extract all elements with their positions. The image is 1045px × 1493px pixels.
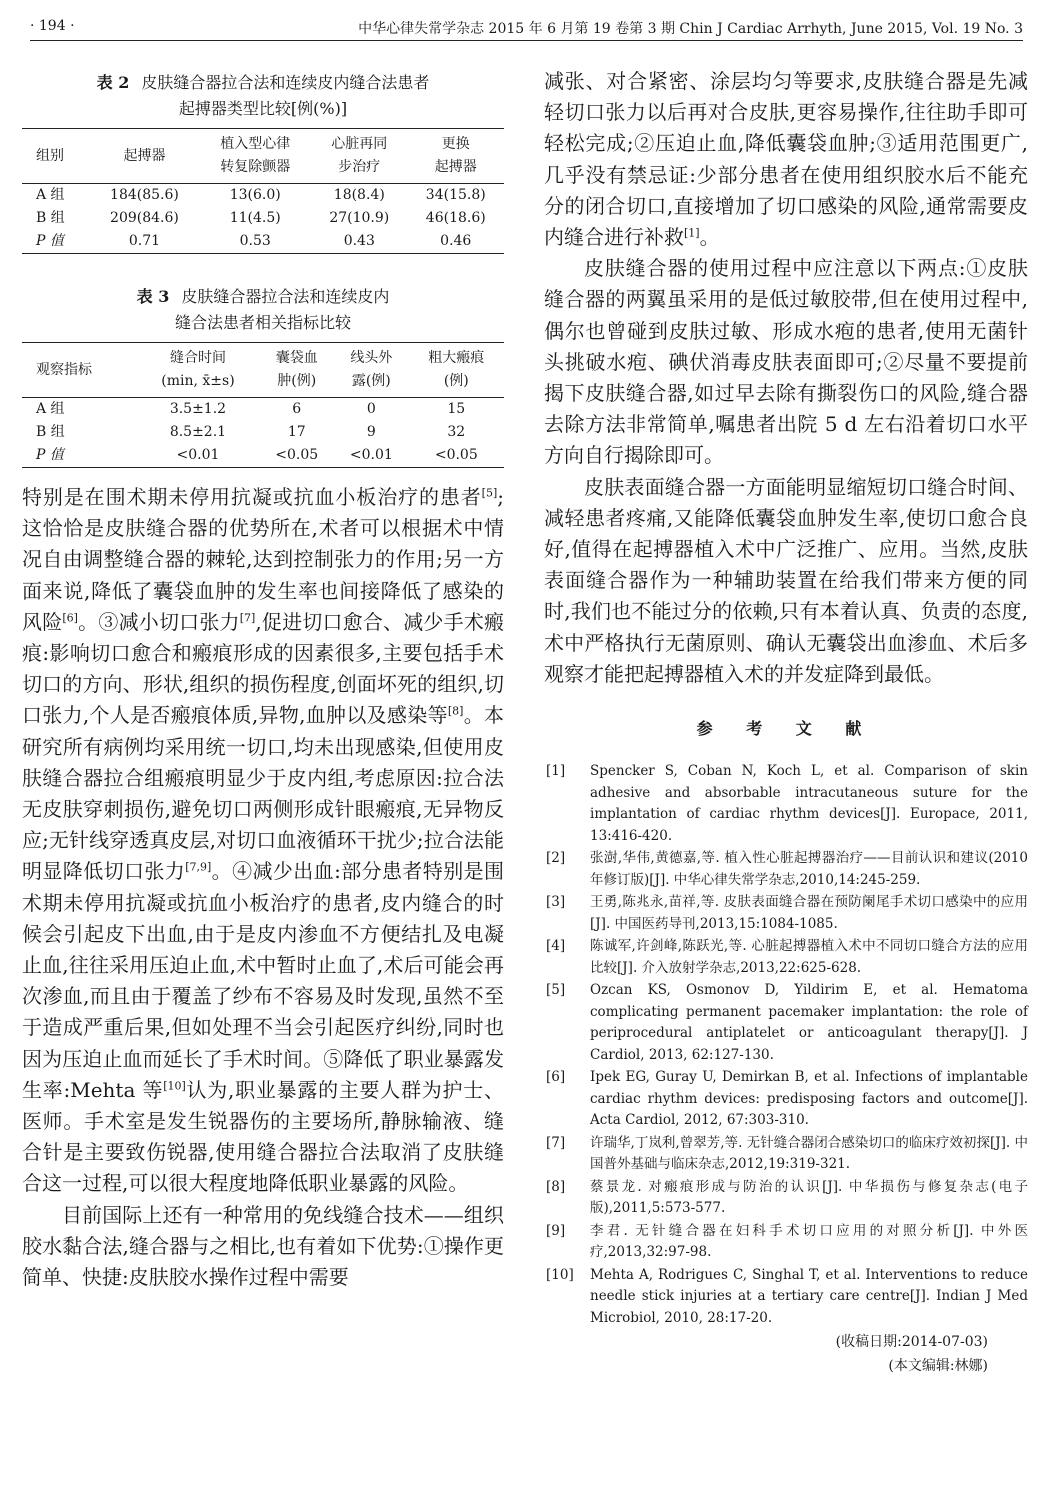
page-number: · 194 · bbox=[30, 18, 75, 34]
reference-item: [7] 许瑞华,丁岚利,曾翠芳,等. 无针缝合器闭合感染切口的临床疗效初探[J]. 中国普外基础与临床杂志,2012,19:319-321. bbox=[546, 1134, 1028, 1173]
table-3-caption bbox=[22, 284, 504, 336]
table-row: P 值 <0.01 <0.05 <0.01 <0.05 bbox=[22, 444, 504, 468]
editor-note: (本文编辑:林娜) bbox=[888, 1358, 988, 1375]
table-3-header-suture-time: 缝合时间 (min, x̄±s) bbox=[136, 343, 259, 398]
reference-item: [9] 李君. 无针缝合器在妇科手术切口应用的对照分析[J]. 中外医疗,2013,32:97-98. bbox=[546, 1222, 1028, 1261]
citation: [1] bbox=[684, 226, 700, 240]
table-2-caption bbox=[22, 70, 504, 122]
table-2-header-pacemaker: 起搏器 bbox=[90, 129, 200, 184]
citation: [5] bbox=[481, 486, 498, 500]
body-paragraph-continued: 特别是在围术期未停用抗凝或抗血小板治疗的患者[5];这恰恰是皮肤缝合器的优势所在,术者可以根据术中情况自由调整缝合器的棘轮,达到控制张力的作用;另一方面来说,降低了囊袋血肿的发生率也间接降低了感染的风险[6]。③减小切口张力[7],促进切口愈合、减少手术瘢痕:影响切口愈合和瘢痕形成的因素很多,主要包括手术切口的方向、形状,组织的损伤程度,创面坏死的组织,切口张力,个人是否瘢痕体质,异物,血肿以及感染等[8]。本研究所有病例均采用统一切口,均未出现感染,但使用皮肤缝合器拉合组瘢痕明显少于皮内组,考虑原因:拉合法无皮肤穿刺损伤,避免切口两侧形成针眼瘢痕,无异物反应;无针线穿透真皮层,对切口血液循环干扰少;拉合法能明显降低切口张力[7,9]。④减少出血:部分患者特别是围术期未停用抗凝或抗血小板治疗的患者,皮内缝合的时候会引起皮下出血,由于是皮内渗血不方便结扎及电凝止血,往往采用压迫止血,术中暂时止血了,术后可能会再次渗血,而且由于覆盖了纱布不容易及时发现,虽然不至于造成严重后果,但如处理不当会引起医疗纠纷,同时也因为压迫止血而延长了手术时间。⑤降低了职业暴露发生率:Mehta 等[10]认为,职业暴露的主要人群为护士、医师。手术室是发生锐器伤的主要场所,静脉输液、缝合针是主要致伤锐器,使用缝合器拉合法取消了皮肤缝合这一过程,可以很大程度地降低职业暴露的风险。 bbox=[22, 485, 505, 1196]
citation: [10] bbox=[163, 1079, 186, 1093]
received-date: (收稿日期:2014-07-03) bbox=[835, 1334, 988, 1351]
table-row: P 值 0.71 0.53 0.43 0.46 bbox=[22, 230, 504, 254]
body-paragraph-continued: 减张、对合紧密、涂层均匀等要求,皮肤缝合器是先减轻切口张力以后再对合皮肤,更容易操作,往往助手即可轻松完成;②压迫止血,降低囊袋血肿;③适用范围更广,几乎没有禁忌证:少部分患者在使用组织胶水后不能充分的闭合切口,直接增加了切口感染的风险,通常需要皮内缝合进行补救[1]。 bbox=[544, 69, 1028, 250]
table-3-title-line2: 缝合法患者相关指标比较 bbox=[174, 313, 351, 332]
reference-item: [5] Ozcan KS, Osmonov D, Yildirim E, et al. Hematoma complicating permanent pacemaker implantation: the role of periprocedural antiplatelet or anticoagulant therapy[J]. J Cardiol, 2013, 62:127-130. bbox=[546, 982, 1028, 1063]
citation: [7,9] bbox=[185, 860, 212, 874]
table-row: A 组 184(85.6) 13(6.0) 18(8.4) 34(15.8) bbox=[36, 187, 486, 203]
right-column bbox=[544, 66, 1028, 1377]
reference-item: [3] 王勇,陈兆永,苗祥,等. 皮肤表面缝合器在预防阑尾手术切口感染中的应用[J]. 中国医药导刊,2013,15:1084-1085. bbox=[546, 894, 1028, 932]
table-3-header-thread: 线头外 露(例) bbox=[334, 343, 409, 398]
citation: [7] bbox=[239, 611, 256, 625]
table-2-header-replace: 更换 起搏器 bbox=[408, 129, 504, 184]
table-3 bbox=[22, 284, 504, 468]
table-2-header-group: 组别 bbox=[22, 129, 90, 184]
references-list bbox=[544, 761, 1028, 1329]
body-paragraph: 皮肤表面缝合器一方面能明显缩短切口缝合时间、减轻患者疼痛,又能降低囊袋血肿发生率,使切口愈合良好,值得在起搏器植入术中广泛推广、应用。当然,皮肤表面缝合器作为一种辅助装置在给我们带来方便的同时,我们也不能过分的依赖,只有本着认真、负责的态度,术中严格执行无菌原则、确认无囊袋出血渗血、术后多观察才能把起搏器植入术的并发症降到最低。 bbox=[544, 474, 1028, 686]
table-row: B 组 209(84.6) 11(4.5) 27(10.9) 46(18.6) bbox=[36, 210, 486, 226]
citation: [8] bbox=[447, 704, 464, 718]
table-2-header-crt: 心脏再同 步治疗 bbox=[311, 129, 407, 184]
table-row: A 组 3.5±1.2 6 0 15 bbox=[36, 401, 466, 417]
running-header bbox=[30, 16, 1023, 41]
table-2-label: 表 2 bbox=[96, 73, 130, 92]
table-2-title-line2: 起搏器类型比较[例(%)] bbox=[178, 99, 348, 118]
journal-citation: 中华心律失常学杂志 2015 年 6 月第 19 卷第 3 期 Chin J Cardiac Arrhyth, June 2015, Vol. 19 No. 3 bbox=[358, 21, 1023, 37]
reference-item: [10] Mehta A, Rodrigues C, Singhal T, et al. Interventions to reduce needle stick injuries at a tertiary care centre[J]. Indian J Med Microbiol, 2010, 28:17-20. bbox=[546, 1266, 1028, 1326]
body-paragraph: 皮肤缝合器的使用过程中应注意以下两点:①皮肤缝合器的两翼虽采用的是低过敏胶带,但在使用过程中,偶尔也曾碰到皮肤过敏、形成水疱的患者,使用无菌针头挑破水疱、碘伏消毒皮肤表面即可;②尽量不要提前揭下皮肤缝合器,如过早去除有撕裂伤口的风险,缝合器去除方法非常简单,嘱患者出院 5 d 左右沿着切口水平方向自行揭除即可。 bbox=[544, 256, 1028, 468]
table-3-grid bbox=[22, 342, 504, 468]
citation: [6] bbox=[62, 611, 78, 625]
table-2-title-line1: 皮肤缝合器拉合法和连续皮内缝合法患者 bbox=[141, 73, 430, 92]
reference-item: [8] 蔡景龙. 对瘢痕形成与防治的认识[J]. 中华损伤与修复杂志(电子版),2011,5:573-577. bbox=[546, 1178, 1028, 1217]
reference-item: [6] Ipek EG, Guray U, Demirkan B, et al. Infections of implantable cardiac rhythm devices: predisposing factors and outcome[J]. Acta Cardiol, 2012, 67:303-310. bbox=[546, 1069, 1028, 1129]
table-2 bbox=[22, 70, 504, 254]
reference-item: [2] 张澍,华伟,黄德嘉,等. 植入性心脏起搏器治疗——目前认识和建议(2010 年修订版)[J]. 中华心律失常学杂志,2010,14:245-259. bbox=[546, 850, 1028, 888]
table-3-label: 表 3 bbox=[136, 287, 170, 306]
references-heading: 参 考 文 献 bbox=[696, 719, 876, 739]
table-row: B 组 8.5±2.1 17 9 32 bbox=[36, 424, 466, 440]
table-2-grid bbox=[22, 128, 504, 254]
table-3-header-scar: 粗大瘢痕 (例) bbox=[409, 343, 504, 398]
table-3-header-index: 观察指标 bbox=[22, 343, 136, 398]
table-3-title-line1: 皮肤缝合器拉合法和连续皮内 bbox=[181, 287, 390, 306]
left-column bbox=[22, 66, 504, 1293]
body-paragraph: 目前国际上还有一种常用的免线缝合技术——组织胶水黏合法,缝合器与之相比,也有着如下优势:①操作更简单、快捷:皮肤胶水操作过程中需要 bbox=[22, 1202, 504, 1290]
table-2-header-icd: 植入型心律 转复除颤器 bbox=[199, 129, 311, 184]
reference-item: [4] 陈诚军,许剑峰,陈跃光,等. 心脏起搏器植入术中不同切口缝合方法的应用比较[J]. 介入放射学杂志,2013,22:625-628. bbox=[546, 938, 1028, 976]
table-3-header-hematoma: 囊袋血 肿(例) bbox=[259, 343, 334, 398]
reference-item: [1] Spencker S, Coban N, Koch L, et al. Comparison of skin adhesive and absorbable intracutaneous suture for the implantation of cardiac rhythm devices[J]. Europace, 2011, 13:416-420. bbox=[546, 763, 1028, 844]
